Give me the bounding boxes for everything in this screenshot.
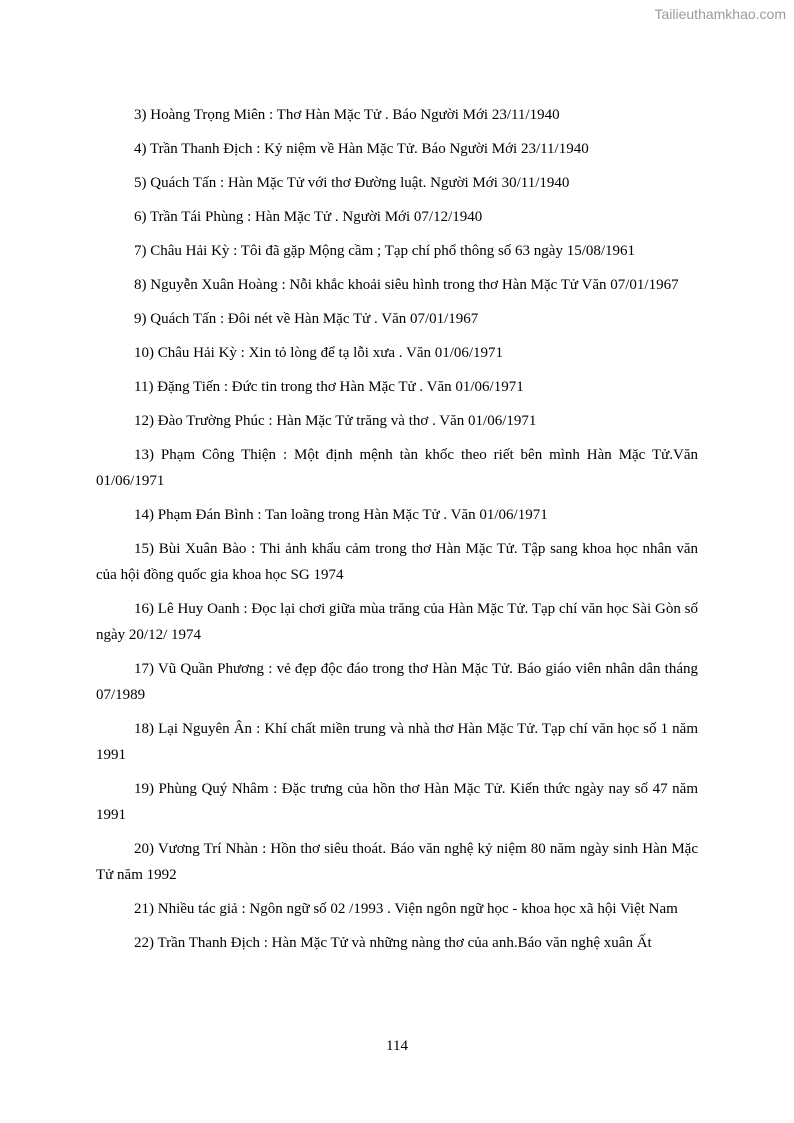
reference-item-15: 15) Bùi Xuân Bào : Thi ảnh khẩu cảm trong thơ Hàn Mặc Tử. Tập sang khoa học nhân văn của hội đồng quốc gia khoa học SG 1974 bbox=[96, 541, 698, 583]
reference-item-22: 22) Trần Thanh Địch : Hàn Mặc Tử và những nàng thơ của anh.Báo văn nghệ xuân Ất bbox=[134, 935, 652, 951]
page-number: 114 bbox=[386, 1038, 408, 1054]
reference-item-5: 5) Quách Tấn : Hàn Mặc Tử với thơ Đường luật. Người Mới 30/11/1940 bbox=[134, 175, 570, 191]
reference-item-10: 10) Châu Hải Kỳ : Xin tỏ lòng để tạ lỗi xưa . Văn 01/06/1971 bbox=[134, 345, 504, 361]
reference-item-16: 16) Lê Huy Oanh : Đọc lại chơi giữa mùa trăng của Hàn Mặc Tử. Tạp chí văn học Sài Gòn số ngày 20/12/ 1974 bbox=[96, 601, 698, 643]
reference-list bbox=[96, 102, 698, 964]
reference-item-6: 6) Trần Tái Phùng : Hàn Mặc Tử . Người Mới 07/12/1940 bbox=[134, 209, 483, 225]
reference-item-3: 3) Hoàng Trọng Miên : Thơ Hàn Mặc Tử . Báo Người Mới 23/11/1940 bbox=[134, 107, 560, 123]
reference-item-19: 19) Phùng Quý Nhâm : Đặc trưng của hồn thơ Hàn Mặc Tử. Kiến thức ngày nay số 47 năm 1991 bbox=[96, 781, 698, 823]
reference-item-17: 17) Vũ Quần Phương : vẻ đẹp độc đáo trong thơ Hàn Mặc Tử. Báo giáo viên nhân dân tháng 07/1989 bbox=[96, 661, 698, 703]
reference-item-14: 14) Phạm Đán Bình : Tan loãng trong Hàn Mặc Tử . Văn 01/06/1971 bbox=[134, 507, 548, 523]
reference-item-11: 11) Đặng Tiến : Đức tin trong thơ Hàn Mặc Tử . Văn 01/06/1971 bbox=[134, 379, 524, 395]
reference-item-20: 20) Vương Trí Nhàn : Hồn thơ siêu thoát. Báo văn nghệ kỷ niệm 80 năm ngày sinh Hàn Mặc Tử năm 1992 bbox=[96, 841, 698, 883]
reference-item-8: 8) Nguyễn Xuân Hoàng : Nỗi khắc khoải siêu hình trong thơ Hàn Mặc Tử Văn 07/01/1967 bbox=[134, 277, 679, 293]
reference-item-21: 21) Nhiều tác giả : Ngôn ngữ số 02 /1993 . Viện ngôn ngữ học - khoa học xã hội Việt Nam bbox=[134, 901, 678, 917]
reference-item-7: 7) Châu Hải Kỳ : Tôi đã gặp Mộng cầm ; Tạp chí phổ thông số 63 ngày 15/08/1961 bbox=[134, 243, 636, 259]
reference-item-18: 18) Lại Nguyên Ân : Khí chất miền trung và nhà thơ Hàn Mặc Tử. Tạp chí văn học số 1 năm 1991 bbox=[96, 721, 698, 763]
reference-item-4: 4) Trần Thanh Địch : Kỷ niệm về Hàn Mặc Tử. Báo Người Mới 23/11/1940 bbox=[134, 141, 589, 157]
reference-item-12: 12) Đào Trường Phúc : Hàn Mặc Tử trăng và thơ . Văn 01/06/1971 bbox=[134, 413, 537, 429]
watermark-text: Tailieuthamkhao.com bbox=[654, 6, 786, 22]
reference-item-9: 9) Quách Tấn : Đôi nét về Hàn Mặc Tử . Văn 07/01/1967 bbox=[134, 311, 479, 327]
reference-item-13: 13) Phạm Công Thiện : Một định mệnh tàn khốc theo riết bên mình Hàn Mặc Tử.Văn 01/06/1971 bbox=[96, 447, 698, 489]
